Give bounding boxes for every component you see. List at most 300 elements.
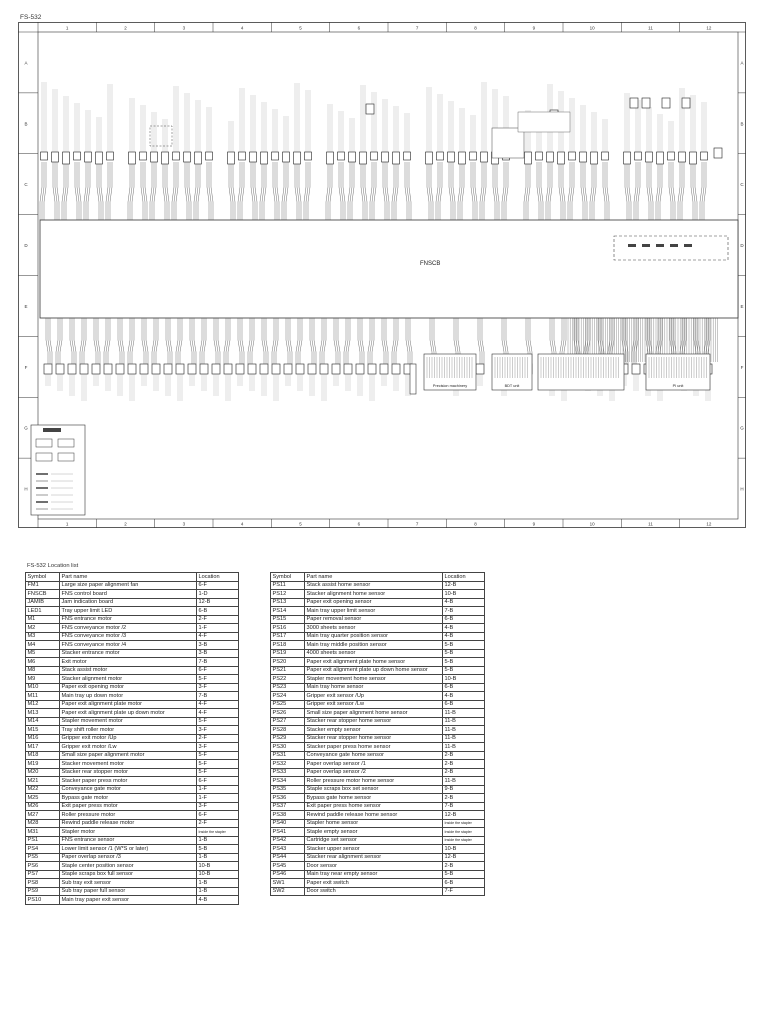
cell-location: 2-B [443,794,485,803]
column-label: 8 [474,521,477,527]
wire [358,318,360,364]
cell-part-name: Paper exit switch [305,879,443,888]
cell-symbol: PS6 [26,862,60,871]
wire [167,162,169,220]
cell-symbol: PS15 [271,615,305,624]
connector [272,364,280,374]
table-row [26,862,239,871]
cell-part-name: Paper exit alignment plate motor [60,700,197,709]
row-label: A [24,60,28,66]
column-label: 2 [124,521,127,527]
column-label: 9 [532,25,536,31]
table-row [26,870,239,879]
cell-symbol: PS7 [26,870,60,879]
table-row [26,794,239,803]
cell-symbol: PS38 [271,811,305,820]
cell-location: 4-B [443,632,485,641]
wire [656,162,658,220]
connector [212,364,220,374]
cell-part-name: Stack assist motor [60,666,197,675]
table-row [271,845,485,854]
column-label: 4 [240,521,244,527]
page-title: FS-532 [20,14,42,21]
table-row [271,828,485,837]
wire [143,162,145,220]
cell-part-name: Exit paper press home sensor [305,802,443,811]
table-row [26,819,239,828]
connector [558,152,565,164]
wire [343,162,345,220]
wire [297,162,299,220]
table-row [271,768,485,777]
cell-symbol: PS14 [271,607,305,616]
wire [330,162,332,220]
connector [632,364,640,374]
cell-location: 12-B [197,598,239,607]
connector [662,98,670,108]
cell-symbol: PS10 [26,896,60,905]
wire [84,162,86,220]
cell-location: 3-F [197,726,239,735]
wire [362,318,364,364]
wire [310,318,312,364]
cell-location: 1-B [197,836,239,845]
column-label: 11 [648,521,653,527]
row-label: G [24,425,28,431]
wire [260,162,262,220]
cell-part-name: Gripper exit sensor /Lw [305,700,443,709]
wire [581,162,583,220]
connector [140,364,148,374]
wire [634,162,636,220]
wire [96,318,98,364]
wire [304,162,306,220]
connector [327,152,334,164]
wire [348,162,350,220]
cell-symbol: M21 [26,777,60,786]
wire [352,162,354,220]
cell-symbol: PS19 [271,649,305,658]
cell-part-name: Stacker alignment home sensor [305,590,443,599]
wire [101,162,103,220]
cell-location: 11-B [443,726,485,735]
connector [63,152,70,164]
wire [462,162,464,220]
cell-location: 5-B [197,845,239,854]
cell-location: 2-B [443,862,485,871]
wire [408,318,410,364]
table-row [26,615,239,624]
wire [298,318,300,364]
connector [44,364,52,374]
wire [691,162,693,220]
connector [173,152,180,160]
cell-part-name: Gripper exit sensor /Up [305,692,443,701]
legend-item-box [36,453,52,461]
cell-part-name: Large size paper alignment fan [60,581,197,590]
cell-symbol: M10 [26,683,60,692]
cell-part-name: FNS entrance motor [60,615,197,624]
cell-location: 10-B [197,862,239,871]
connector [80,364,88,374]
cell-symbol: M14 [26,717,60,726]
wire [300,318,302,364]
connector [690,152,697,164]
wire [74,318,76,364]
cell-part-name: Main tray middle position sensor [305,641,443,650]
column-label: 6 [357,25,361,31]
cell-location: 4-B [443,598,485,607]
wire [198,162,200,220]
connector [294,152,301,164]
wire [296,318,298,364]
cell-location: 11-B [443,777,485,786]
cell-location: 6-B [443,683,485,692]
wire [568,162,570,220]
cell-part-name: Conveyance gate home sensor [305,751,443,760]
wire [178,318,180,364]
wire [228,318,230,364]
wire [106,162,108,220]
table-row [271,785,485,794]
wire [478,318,480,364]
cell-location: 6-B [443,700,485,709]
table-row [26,624,239,633]
wire [607,162,609,220]
wire [273,162,275,220]
connector [349,152,356,162]
table-row [271,649,485,658]
connector [56,364,64,374]
wire [625,162,627,220]
cell-symbol: M18 [26,751,60,760]
cell-location: 6-B [443,615,485,624]
cell-symbol: M9 [26,675,60,684]
wire [341,162,343,220]
connector [140,152,147,160]
connector [176,364,184,374]
connector [68,364,76,374]
wire [266,318,268,364]
row-label: D [740,243,744,249]
cell-symbol: PS29 [271,734,305,743]
connector [630,98,638,108]
cell-symbol: PS43 [271,845,305,854]
wire [546,162,548,220]
connector [260,364,268,374]
wire [282,162,284,220]
table-row [271,700,485,709]
cell-part-name: Bypass gate motor [60,794,197,803]
cell-symbol: M26 [26,802,60,811]
connector [344,364,352,374]
cell-location: 5-F [197,751,239,760]
cell-symbol: PS5 [26,853,60,862]
table-row [26,896,239,905]
cell-location: 6-B [443,879,485,888]
cell-part-name: Paper overlap sensor /3 [60,853,197,862]
table-row [271,836,485,845]
cell-location: 6-B [197,607,239,616]
wire [255,162,257,220]
table-row [271,734,485,743]
wire [539,162,541,220]
wire [431,162,433,220]
table-row [271,709,485,718]
wire [264,162,266,220]
cell-part-name: FNS conveyance motor /3 [60,632,197,641]
cell-location: 12-B [443,811,485,820]
cell-part-name: Stacker rear stopper motor [60,768,197,777]
row-label: F [24,364,28,370]
cell-part-name: Roller pressure motor home sensor [305,777,443,786]
wire [548,162,550,220]
wire [299,162,301,220]
table-row [271,794,485,803]
cell-symbol: M17 [26,743,60,752]
connector [338,152,345,160]
connector [206,152,213,160]
cell-location: 4-F [197,632,239,641]
cell-symbol: PS33 [271,768,305,777]
cell-symbol: PS42 [271,836,305,845]
table-row [271,743,485,752]
wire [202,318,204,364]
column-label: 12 [706,25,712,31]
wire [320,318,322,364]
wire [453,162,455,220]
connector [714,148,722,158]
wire [407,162,409,220]
wire [482,162,484,220]
wire [250,318,252,364]
wire [363,162,365,220]
wire [276,318,278,364]
cell-location: 1-B [197,887,239,896]
connector [380,364,388,374]
cell-part-name: Gripper exit motor /Up [60,734,197,743]
row-label: D [24,243,28,249]
cell-symbol: M31 [26,828,60,837]
column-label: 3 [182,25,186,31]
wire [585,162,587,220]
cell-symbol: PS13 [271,598,305,607]
cell-part-name: Rewind paddle release motor [60,819,197,828]
wire [94,318,96,364]
cell-part-name: 3000 sheets sensor [305,624,443,633]
wire [118,318,120,364]
wire [242,318,244,364]
cell-part-name: Door sensor [305,862,443,871]
connector [332,364,340,374]
cell-part-name: Small size paper alignment motor [60,751,197,760]
header-location: Location [197,573,239,582]
connector [591,152,598,164]
cell-symbol: PS21 [271,666,305,675]
cell-location: 6-F [197,777,239,786]
cell-location: 5-F [197,717,239,726]
connector [128,364,136,374]
connector [96,152,103,164]
cell-location: 11-B [443,717,485,726]
wire [702,162,704,220]
wire [172,162,174,220]
cell-symbol: PS41 [271,828,305,837]
table-row [271,615,485,624]
cell-symbol: M3 [26,632,60,641]
wire [42,162,44,220]
table-row [271,870,485,879]
cell-part-name: FNS conveyance motor /4 [60,641,197,650]
wire [108,318,110,364]
cell-symbol: M13 [26,709,60,718]
connector [368,364,376,374]
wire [392,318,394,364]
cell-part-name: Staple center position sensor [60,862,197,871]
cell-location: Inside the stapler [443,828,485,837]
cell-symbol: PS30 [271,743,305,752]
column-label: 1 [65,25,69,31]
cell-symbol: SW2 [271,887,305,896]
cell-location: 11-B [443,743,485,752]
table-row [26,649,239,658]
wire [218,318,220,364]
cell-part-name: Tray shift roller motor [60,726,197,735]
wire [252,318,254,364]
wire [387,162,389,220]
connector [624,152,631,164]
connector [52,152,59,162]
cell-location: 2-B [443,751,485,760]
connector [195,152,202,164]
wire [110,162,112,220]
column-label: 3 [182,521,186,527]
cell-symbol: M19 [26,760,60,769]
cell-part-name: Exit motor [60,658,197,667]
row-label: E [24,303,28,309]
wire [561,162,563,220]
wire [142,318,144,364]
wire [669,162,671,220]
connector [393,152,400,164]
wire [314,318,316,364]
wire [627,162,629,220]
column-label: 7 [415,25,419,31]
cell-part-name: Staple scraps box full sensor [60,870,197,879]
wire [493,162,495,220]
cell-symbol: M20 [26,768,60,777]
cell-part-name: Main tray near empty sensor [305,870,443,879]
wire [647,162,649,220]
cell-location: 5-B [443,870,485,879]
wire [427,162,429,220]
connector [404,152,411,160]
connector [239,152,246,160]
wire [277,162,279,220]
wire [460,162,462,220]
cell-symbol: M11 [26,692,60,701]
table-row [271,862,485,871]
wire [451,162,453,220]
wire [592,162,594,220]
column-label: 8 [474,25,477,31]
cell-part-name: Stack assist home sensor [305,581,443,590]
connector [224,364,232,374]
wire [226,318,228,364]
cell-location: 3-B [197,641,239,650]
table-row [26,853,239,862]
cell-location: 7-F [443,887,485,896]
cell-symbol: PS35 [271,785,305,794]
wire [506,162,508,220]
fnscb-board-label: FNSCB [420,261,441,267]
cell-symbol: M4 [26,641,60,650]
wire [528,162,530,220]
wire [504,162,506,220]
connector [382,152,389,162]
wire [295,162,297,220]
wire [145,162,147,220]
wire [190,318,192,364]
connector [200,364,208,374]
wire [480,162,482,220]
wire [550,162,552,220]
wire [50,318,52,364]
unit-box [492,128,524,158]
wire [128,318,130,364]
wire [238,318,240,364]
wire [328,162,330,220]
row-label: H [740,486,744,492]
table-row [271,692,485,701]
connector [320,364,328,374]
cell-part-name: Gripper exit motor /Lw [60,743,197,752]
wire [58,318,60,364]
cell-symbol: PS22 [271,675,305,684]
wire [348,318,350,364]
cell-part-name: Stacker movement motor [60,760,197,769]
table-row [26,598,239,607]
table-row [26,785,239,794]
table-row [271,717,485,726]
cell-symbol: M8 [26,666,60,675]
cell-symbol: PS26 [271,709,305,718]
wire [497,162,499,220]
cell-location: 9-B [443,785,485,794]
cell-part-name: Paper exit alignment plate home sensor [305,658,443,667]
wire [365,162,367,220]
cell-symbol: PS34 [271,777,305,786]
wire [471,162,473,220]
table-row [26,760,239,769]
header-symbol: Symbol [26,573,60,582]
cell-part-name: Stapler home sensor [305,819,443,828]
wire [211,162,213,220]
cell-symbol: M28 [26,819,60,828]
cell-symbol: PS45 [271,862,305,871]
connector [188,364,196,374]
column-label: 4 [240,25,244,31]
wire [204,318,206,364]
cell-location: 10-B [197,870,239,879]
wire [680,162,682,220]
connector [129,152,136,164]
cell-location: 4-B [443,692,485,701]
wire [322,318,324,364]
cell-part-name: Stapler movement home sensor [305,675,443,684]
wire [306,162,308,220]
cell-location: 5-B [443,641,485,650]
